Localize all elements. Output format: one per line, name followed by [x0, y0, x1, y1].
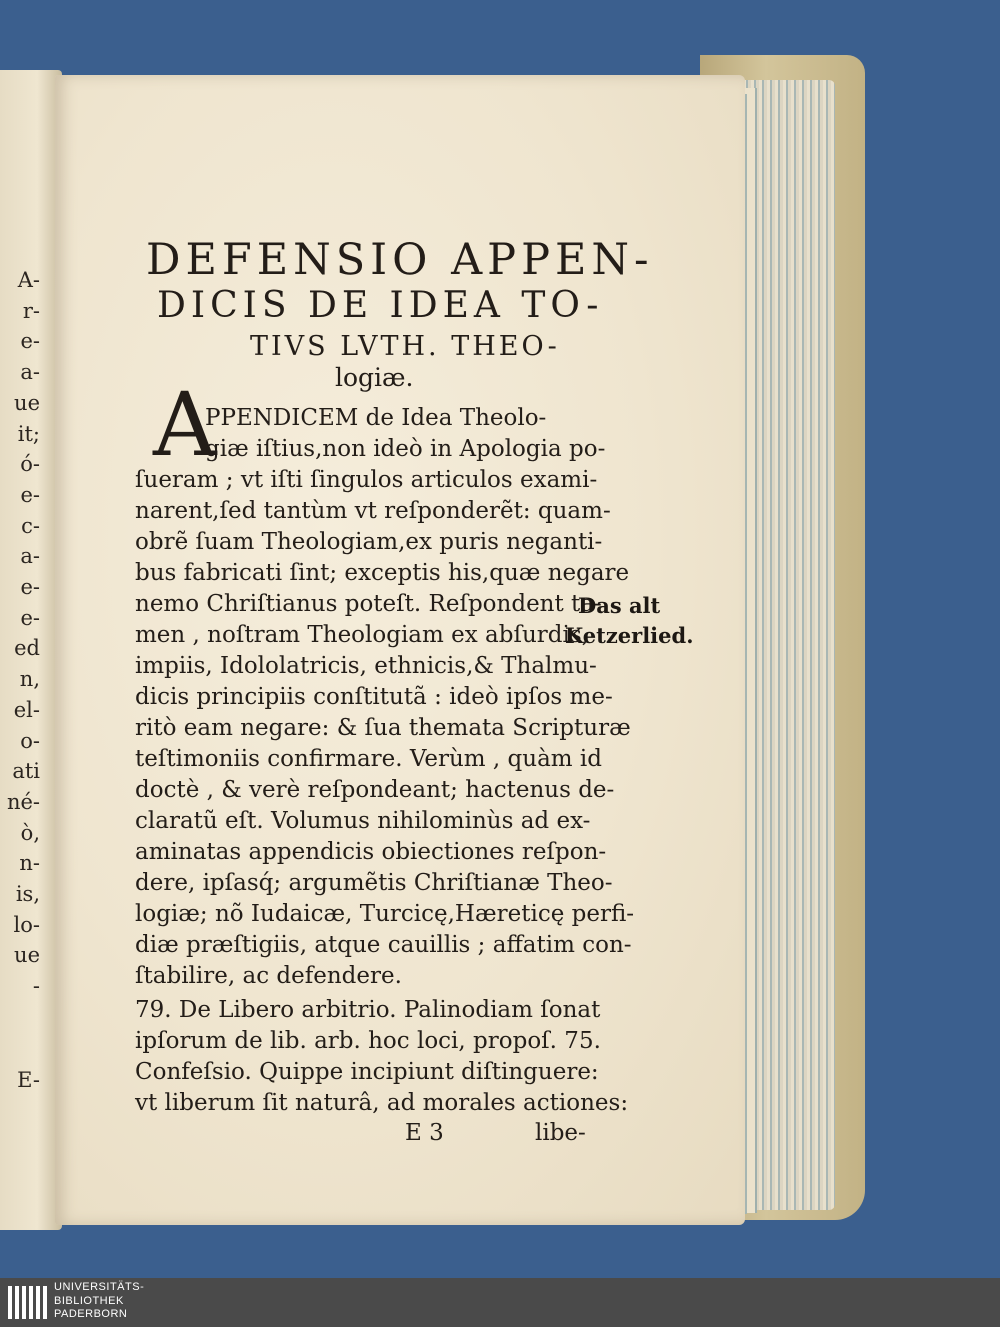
body-line: dicis principiis conſtitutã : ideò ipſos me-	[135, 684, 613, 710]
left-fragment: it;	[17, 421, 40, 446]
left-facing-page	[0, 70, 62, 1230]
body-line: ipſorum de lib. arb. hoc loci, propoſ. 75.	[135, 1028, 601, 1054]
left-fragment: e-	[20, 329, 40, 354]
library-footer	[0, 1278, 1000, 1327]
drop-capital: A	[153, 373, 217, 476]
body-line: impiis, Idololatricis, ethnicis,& Thalmu-	[135, 653, 597, 679]
body-line: 79. De Libero arbitrio. Palinodiam ſonat	[135, 997, 601, 1023]
body-line: ſueram ; vt iſti ſingulos articulos exami-	[135, 467, 598, 493]
left-fragment: E-	[17, 1067, 40, 1092]
body-line: men , noſtram Theologiam ex abſurdis,	[135, 622, 589, 648]
marginal-note-line-1: Das alt	[578, 593, 661, 618]
left-fragment: ue	[14, 943, 40, 968]
left-fragment: ed	[14, 636, 40, 661]
left-fragment: e-	[20, 575, 40, 600]
body-line: claratũ eſt. Volumus nihilominùs ad ex-	[135, 808, 591, 834]
body-line: doctè , & verè reſpondeant; hactenus de-	[135, 777, 615, 803]
left-fragment: A-	[17, 268, 40, 292]
title-line-3: TIVS LVTH. THEO-	[250, 331, 560, 362]
left-fragment: -	[32, 974, 40, 999]
body-line: ſtabilire, ac defendere.	[135, 963, 402, 989]
logo-line: PADERBORN	[54, 1308, 128, 1320]
body-line: teſtimoniis confirmare. Verùm , quàm id	[135, 746, 602, 772]
left-fragment: r-	[22, 298, 40, 323]
body-line: diæ præſtigiis, atque cauillis ; affatim con-	[135, 932, 632, 958]
left-fragment: n-	[19, 851, 40, 876]
title-line-4: logiæ.	[335, 363, 414, 392]
body-line: logiæ; nõ Iudaicæ, Turcicę,Hæreticę perfi-	[135, 901, 635, 927]
body-line: aminatas appendicis obiectiones reſpon-	[135, 839, 607, 865]
left-fragment: el-	[13, 697, 40, 722]
title-line-1: DEFENSIO APPEN-	[146, 235, 654, 285]
body-line: Confeſsio. Quippe incipiunt diſtinguere:	[135, 1059, 599, 1085]
left-page-text	[0, 265, 40, 1096]
title-line-2: DICIS DE IDEA TO-	[157, 285, 604, 326]
left-fragment: ue	[14, 390, 40, 415]
logo-line: BIBLIOTHEK	[54, 1294, 124, 1307]
left-fragment: ó-	[20, 452, 40, 477]
right-page	[55, 75, 745, 1225]
left-fragment: o-	[20, 728, 40, 753]
left-fragment: a-	[20, 544, 40, 569]
left-fragment: e-	[20, 605, 40, 630]
left-fragment: ati	[12, 759, 40, 784]
logo-line: UNIVERSITÄTS-	[54, 1281, 145, 1293]
signature-mark: E 3	[405, 1120, 444, 1146]
left-fragment: a-	[20, 360, 40, 385]
body-line: nemo Chriſtianus poteſt. Reſpondent ta-	[135, 591, 602, 617]
left-fragment: ò,	[20, 820, 40, 845]
body-line: narent,ſed tantùm vt reſponderẽt: quam-	[135, 498, 611, 524]
body-line: giæ iſtius,non ideò in Apologia po-	[205, 436, 606, 462]
library-logo-text	[54, 1281, 144, 1322]
left-fragment: né-	[6, 789, 40, 814]
left-fragment: e-	[20, 482, 40, 507]
marginal-note-line-2: Ketzerlied.	[565, 623, 694, 648]
left-fragment: is,	[15, 882, 40, 907]
library-logo-icon	[8, 1286, 48, 1319]
body-line: obrẽ ſuam Theologiam,ex puris neganti-	[135, 529, 603, 555]
body-line: bus fabricati ſint; exceptis his,quæ negare	[135, 560, 630, 586]
left-fragment: c-	[21, 513, 40, 538]
left-fragment: lo-	[13, 912, 40, 937]
body-line: dere, ipſasq́; argumẽtis Chriſtianæ Theo-	[135, 870, 613, 896]
left-gap	[0, 1002, 40, 1065]
body-line: PPENDICEM de Idea Theolo-	[205, 405, 547, 431]
body-line: vt liberum ſit naturâ, ad morales actiones:	[135, 1090, 629, 1116]
catchword: libe-	[535, 1120, 586, 1146]
left-fragment: n,	[19, 667, 40, 692]
body-line: ritò eam negare: & ſua themata Scripturæ	[135, 715, 631, 741]
